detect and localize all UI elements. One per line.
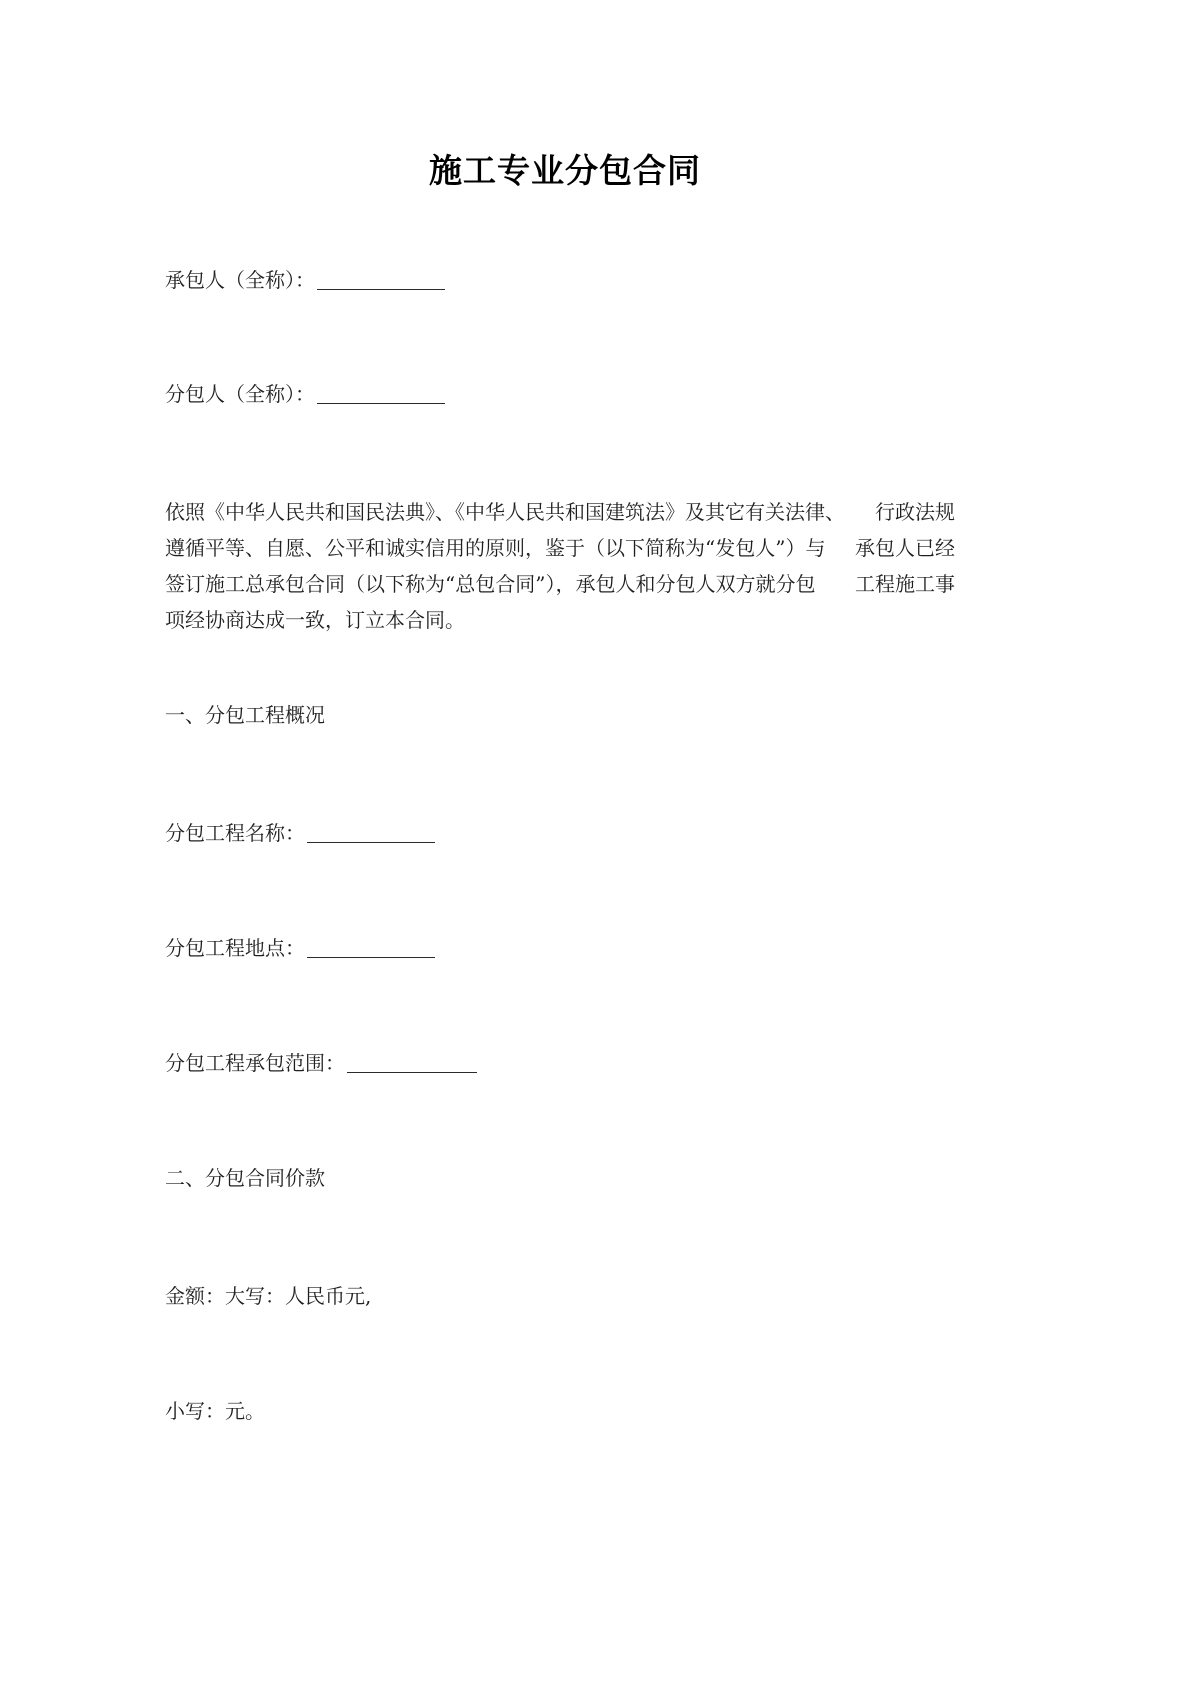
field-project-scope [165, 1048, 477, 1078]
section-heading-1: 一、分包工程概况 [165, 703, 325, 727]
preamble-line-3-part-2: 工程施工事 [855, 572, 955, 596]
preamble-line-2-part-2: 承包人已经 [855, 536, 955, 560]
preamble-line-1-part-1: 依照《中华人民共和国民法典》、《中华人民共和国建筑法》及其它有关法律、 [165, 500, 845, 524]
field-project-name-label: 分包工程名称： [165, 821, 305, 845]
page-title: 施工专业分包合同 [429, 151, 701, 190]
preamble-line-3-part-1: 签订施工总承包合同（以下称为“总包合同”），承包人和分包人双方就分包 [165, 572, 816, 596]
field-amount-in-figures-label: 小写：元。 [165, 1399, 265, 1423]
field-project-location-label: 分包工程地点： [165, 936, 305, 960]
field-project-scope-blank[interactable] [347, 1055, 477, 1073]
preamble-line-3 [165, 566, 955, 602]
field-amount-in-words [165, 1281, 371, 1311]
field-contractor-name [165, 265, 445, 295]
field-subcontractor-name [165, 379, 445, 409]
field-project-location [165, 933, 435, 963]
field-contractor-name-label: 承包人（全称）： [165, 268, 315, 292]
preamble-line-2-part-1: 遵循平等、自愿、公平和诚实信用的原则，鉴于（以下简称为“发包人”）与 [165, 536, 826, 560]
section-heading-2: 二、分包合同价款 [165, 1166, 325, 1190]
preamble-line-1-part-2: 行政法规 [875, 500, 955, 524]
preamble-line-2 [165, 530, 955, 566]
preamble-line-4: 项经协商达成一致，订立本合同。 [165, 608, 465, 632]
field-contractor-name-blank[interactable] [317, 272, 445, 290]
field-project-name [165, 818, 435, 848]
field-project-location-blank[interactable] [307, 940, 435, 958]
preamble-line-1 [165, 494, 955, 530]
preamble-paragraph [165, 494, 955, 638]
field-amount-in-figures [165, 1396, 265, 1426]
field-amount-in-words-label: 金额：大写：人民币元, [165, 1284, 372, 1308]
field-subcontractor-name-blank[interactable] [317, 386, 445, 404]
field-subcontractor-name-label: 分包人（全称）： [165, 382, 315, 406]
field-project-name-blank[interactable] [307, 825, 435, 843]
field-project-scope-label: 分包工程承包范围： [165, 1051, 345, 1075]
